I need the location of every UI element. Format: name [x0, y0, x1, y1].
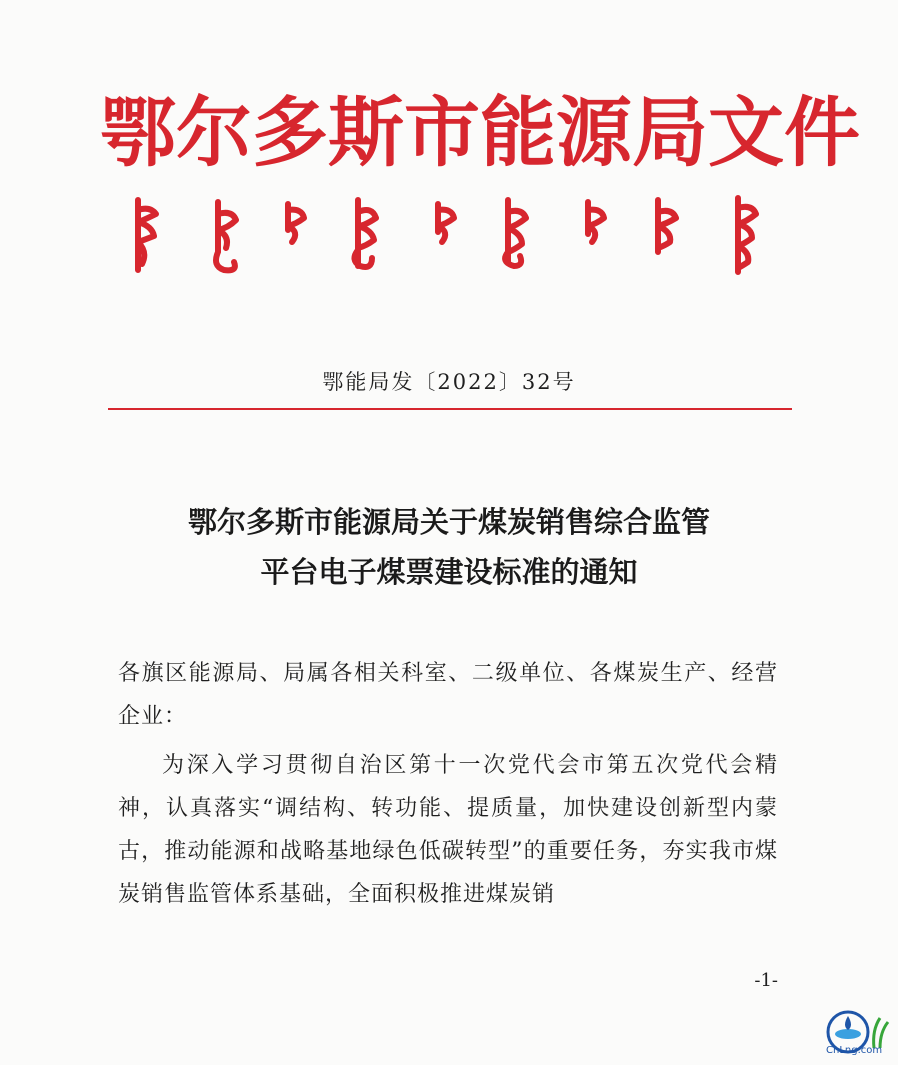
- document-title-line-1: 鄂尔多斯市能源局关于煤炭销售综合监管: [187, 505, 710, 539]
- document-number: 鄂能局发〔2022〕32号: [322, 370, 576, 394]
- mongolian-script-header: [118, 190, 778, 280]
- red-divider-line: [108, 408, 792, 410]
- watermark-text: CnLng.com: [826, 1045, 883, 1056]
- page-number: -1-: [754, 970, 778, 991]
- recipients-text: 各旗区能源局、局属各相关科室、二级单位、各煤炭生产、经营企业：: [118, 661, 778, 729]
- document-title-line-2: 平台电子煤票建设标准的通知: [260, 555, 638, 589]
- body-paragraph: 为深入学习贯彻自治区第十一次党代会市第五次党代会精神，认真落实“调结构、转功能、提质量，加快建设创新型内蒙古，推动能源和战略基地绿色低碳转型”的重要任务，夯实我市煤炭销售监管体系基础，全面积极推进煤炭销: [118, 753, 778, 907]
- mongolian-script-graphic: [118, 190, 778, 280]
- document-title: [0, 497, 898, 597]
- document-header-title: 鄂尔多斯市能源局文件: [100, 88, 860, 177]
